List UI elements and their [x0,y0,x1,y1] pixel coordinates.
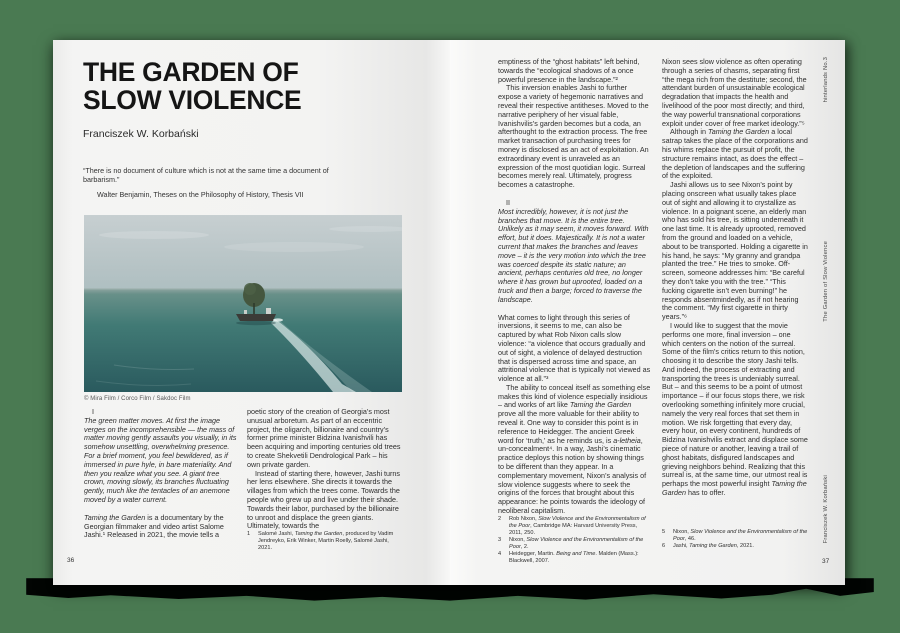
footnote-text: Jashi, Taming the Garden, 2021. [673,543,754,549]
footnote [498,516,651,537]
footnote [498,537,651,551]
article-title-line2: SLOW VIOLENCE [83,85,302,115]
paragraph: poetic story of the creation of Georgia’s most unusual arboretum. As part of an eccentric project, the oligarch, billionaire and country’s former prime minister Bidzina Ivanishvili has been acquiring and importing centuries old trees to create Shekvetili Dendrological Park – his own private garden. [247,407,401,469]
photo-credit: © Mira Film / Corco Film / Sakdoc Film [84,396,191,402]
article-title [83,58,301,114]
paragraph-lede: The green matter moves. At first the image verges on the incomprehensible — the mass of matter moving gently assaults you visually, in its somehow unsettling, overwhelming presence. For a brief moment, you feel bewildered, as if immersed in pure hyle, in bare materiality. And then you realize what you see. A giant tree crown, moving slowly, its branches fluctuating gently, much like the tentacles of an anemone moved by a water current. [84,415,237,504]
footnote-text: Salomé Jashi, Taming the Garden, produced by Vadim Jendreyko, Erik Winker, Martin Roelly, Salomé Jashi, 2021. [258,531,394,552]
paragraph: What comes to light through this series of inversions, it seems to me, can also be captured by what Rob Nixon calls slow violence: “a violence that occurs gradually and out of sight, a violence of delayed destruction that is dispersed across time and space, an attritional violence that is typically not viewed as violence at all.”³ [498,312,651,384]
footnote-number: 1 [247,531,251,538]
paragraph: This inversion enables Jashi to further expose a variety of hegemonic narratives and reveal their respective antitheses. Moved to the narrative periphery of her visual fable, Ivanishvilis’s garden becomes but a coda, an afterthought to the extraction process. The free market transaction of purchasing trees for money is disclosed as an act of exploitation. An extraordinary event is unraveled as an expression of the most quotidian logic. Surreal becomes merely real. Ultimately, progress becomes a catastrophe. [498,83,649,190]
right-column-2 [662,58,808,550]
epigraph [83,166,333,199]
paragraph: emptiness of the “ghost habitats” left behind, towards the “ecological shadows of a once powerful presence in the landscape.”² [498,57,640,84]
section-numeral-1: I [92,407,94,416]
footnote-number: 4 [498,550,502,557]
paragraph: The ability to conceal itself as something else makes this kind of violence especially insidious – and works of art like Taming the Garden prove all the more valuable for their ability to reveal it. One way to consider this point is in reference to Heidegger. The ancient Greek word for ‘truth,’ as he reminds us, is a-letheia, un-concealment⁴. In a way, Jashi’s cinematic practice deploys this notion by showing things to be different than they appear. In a complementary movement, Nixon’s analysis of slow violence suggests where to seek the origins of the forces that brought about this appearance: he points towards the ideology of neoliberal capitalism. [498,382,651,516]
footnote-number: 2 [498,515,502,522]
footnote-text: Nixon, Slow Violence and the Environmentalism of the Poor, 46. [673,529,808,542]
footnote [498,551,651,565]
film-still-photo [84,215,402,392]
page-right [450,40,845,585]
paragraph: Taming the Garden is a documentary by the Georgian filmmaker and video artist Salome Jashi.¹ Released in 2021, the movie tells a [84,512,224,540]
epigraph-attribution: Walter Benjamin, Theses on the Philosophy of History, Thesis VII [97,190,304,199]
article-title-line1: THE GARDEN OF [83,57,299,87]
left-column-2 [247,407,401,552]
margin-author-label: Franciszek W. Korbański [823,475,829,544]
paragraph: Nixon sees slow violence as often operating through a series of chasms, separating first “the mega rich from the destitute; second, the attendant burden of unsustainable ecological degradation that impacts the health and livelihood of the poor most directly; and third, the way powerful transnational corporations exploit under cover of free market ideology.”⁵ [662,57,807,128]
footnotes-right-col1 [498,516,651,565]
footnote-number: 5 [662,529,666,535]
epigraph-quote: “There is no document of culture which is not at the same time a document of barbarism.” [83,166,329,184]
page-number-right: 37 [822,558,830,565]
paragraph: Jashi allows us to see Nixon’s point by placing onscreen what usually takes place out of sight and allowing it to crystallize as violence. In a poignant scene, an elderly man who has sold his tree, is sitting underneath it one last time. It is already uprooted, removed from the ground and loaded on a vehicle, about to be transported. Holding a cigarette in his hand, he says: “My granny and grandpa planted the tree.” He tries to smoke. Off-screen, someone addresses him: “Be careful they don’t take you with the tree.” “This fucking cigarette isn’t even burning!” he responds absentmindedly, as if not hearing the comment. “My first cigarette in thirty years.”⁶ [662,180,808,322]
footnote [247,531,401,552]
paragraph-lede: Most incredibly, however, it is not just the branches that move. It is the entire tree. Unlikely as it may seem, it moves forward. With effort, but it does. Majestically. It is not a water current that makes the branches and leaves move – it is the very motion into which the tree was coerced despite its static nature; an ancient, perhaps centuries old tree, no longer where it has grown but uprooted, loaded on a truck and then a barge; forced to traverse the landscape. [498,206,649,304]
footnotes-left [247,531,401,552]
page-left [53,40,450,585]
footnote [662,529,808,543]
page-number-left: 36 [67,557,75,564]
magazine-spread [53,40,845,585]
footnote-text: Nixon, Slow Violence and the Environmentalism of the Poor, 2. [509,536,644,550]
paragraph: Although in Taming the Garden a local satrap takes the place of the corporations and his whims replace the pursuit of profit, the structure remains intact, as does the effect – the depletion of landscapes and the suffering of the exploited. [662,127,808,181]
footnote [662,543,808,550]
right-column-1 [498,57,651,564]
margin-running-title: The Garden of Slow Violence [823,241,829,322]
margin-issue-label: hinterlands No.3 [823,57,829,103]
author-name: Franciszek W. Korbański [83,128,199,140]
paragraph: Instead of starting there, however, Jashi turns her lens elsewhere. She directs it towards the villages from which the trees come. Towards the people who grew up and live under their shade. Towards their labor, purchased by the billionaire to unroot and displace the green giants. Ultimately, towards the [247,468,401,531]
footnote-text: Rob Nixon, Slow Violence and the Environmentalism of the Poor, Cambridge MA: Harvard University Press, 2011, 250. [509,515,646,536]
section-numeral-2: II [506,197,510,207]
footnote-number: 3 [498,536,502,543]
footnote-text: Heidegger, Martin. Being and Time. Malden (Mass.): Blackwell, 2007. [509,550,639,564]
footnotes-right-col2 [662,529,808,550]
left-column-1 [84,408,238,540]
footnote-number: 6 [662,543,666,549]
paragraph: I would like to suggest that the movie performs one more, final inversion – one which centers on the notion of the surreal. Some of the film’s critics return to this notion, choosing it to describe the story Jashi tells. And indeed, the process of extracting and transporting the trees is undeniably surreal. But – and this seems to be a point of utmost importance – if our focus stops there, we risk overlooking something infinitely more crucial, namely the very real forces that set them in motion. We risk forgetting that every day, every hour, on every continent, hundreds of Bidzina Ivanishvilis extract and displace some piece of nature or another, leaving a trail of ghost habitats, disfigured landscapes and grieving neighbors behind. Realizing that this surreal is, at the same time, our utmost real is perhaps the most powerful insight Taming the Garden has to offer. [662,320,808,498]
sea-barge-tree-image [84,215,402,392]
